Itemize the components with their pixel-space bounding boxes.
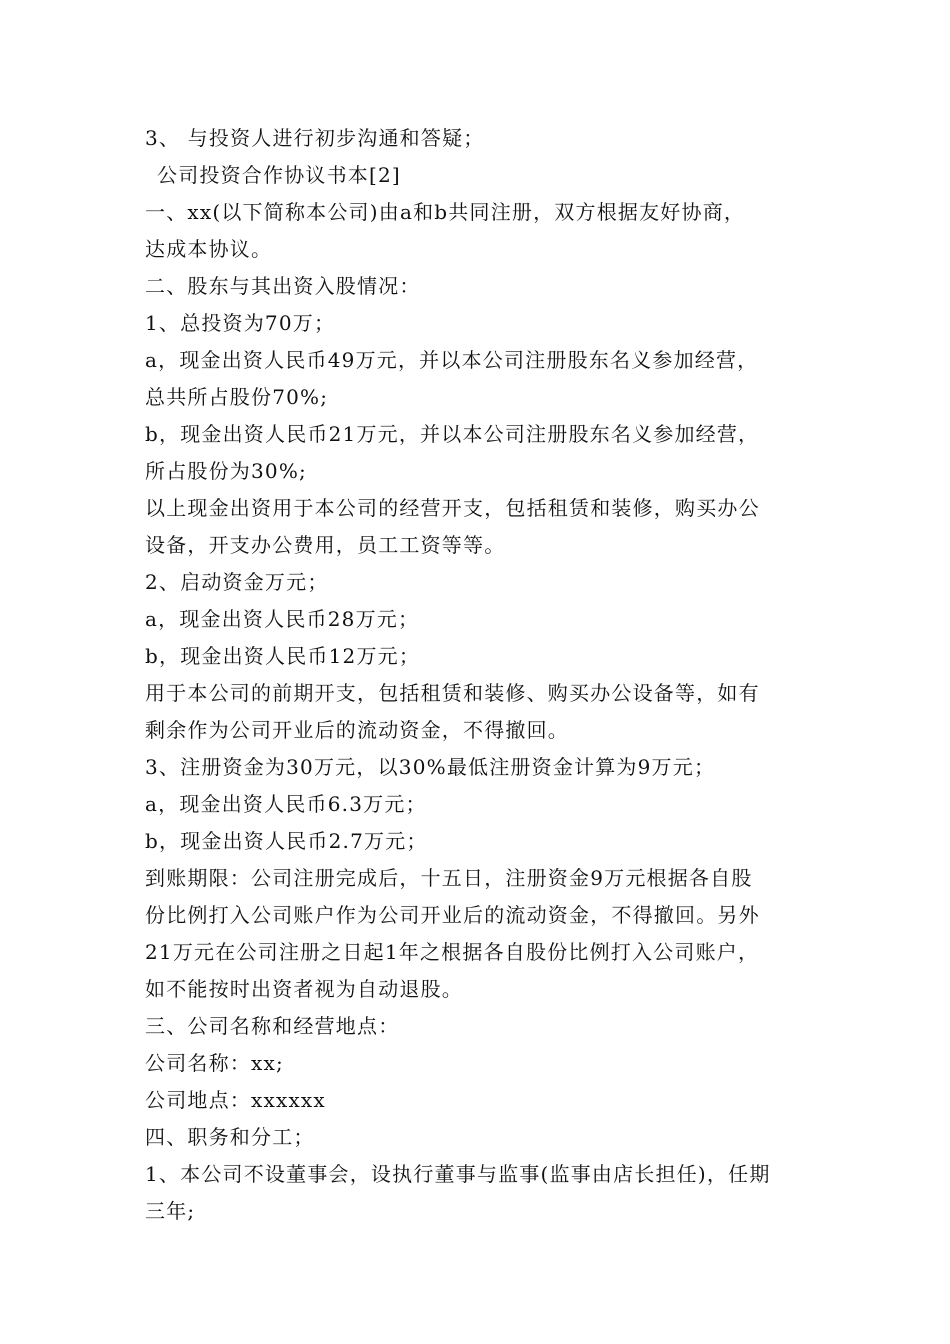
section-heading: 二、股东与其出资入股情况： — [145, 274, 421, 298]
list-item: 2、启动资金万元； — [145, 570, 329, 594]
document-body — [145, 120, 825, 1230]
list-item: 3、注册资金为30万元，以30%最低注册资金计算为9万元； — [145, 755, 716, 779]
section-title: 公司投资合作协议书本[2] — [157, 163, 401, 187]
paragraph-line: 达成本协议。 — [145, 237, 273, 261]
paragraph-line: 剩余作为公司开业后的流动资金，不得撤回。 — [145, 718, 569, 742]
paragraph-line: a，现金出资人民币28万元； — [145, 607, 420, 631]
paragraph-line: 公司地点：xxxxxx — [145, 1088, 326, 1112]
paragraph-line: 到账期限：公司注册完成后，十五日，注册资金9万元根据各自股 — [145, 866, 753, 890]
paragraph-line: a，现金出资人民币6.3万元； — [145, 792, 427, 816]
section-heading: 四、职务和分工； — [145, 1125, 315, 1149]
list-item: 1、本公司不设董事会，设执行董事与监事(监事由店长担任)，任期 — [145, 1162, 771, 1186]
paragraph-line: 21万元在公司注册之日起1年之根据各自股份比例打入公司账户， — [145, 940, 760, 964]
paragraph-line: 一、xx(以下简称本公司)由a和b共同注册，双方根据友好协商， — [145, 200, 746, 224]
paragraph-line: 以上现金出资用于本公司的经营开支，包括租赁和装修，购买办公 — [145, 496, 760, 520]
paragraph-line: a，现金出资人民币49万元，并以本公司注册股东名义参加经营， — [145, 348, 759, 372]
paragraph-line: 公司名称：xx; — [145, 1051, 284, 1075]
paragraph-line: b，现金出资人民币12万元； — [145, 644, 421, 668]
paragraph-line: b，现金出资人民币21万元，并以本公司注册股东名义参加经营， — [145, 422, 760, 446]
paragraph-line: 设备，开支办公费用，员工工资等等。 — [145, 533, 506, 557]
list-item: 1、总投资为70万； — [145, 311, 336, 335]
paragraph-line: 用于本公司的前期开支，包括租赁和装修、购买办公设备等，如有 — [145, 681, 760, 705]
list-item: 3、 与投资人进行初步沟通和答疑； — [145, 126, 485, 150]
paragraph-line: 如不能按时出资者视为自动退股。 — [145, 977, 463, 1001]
paragraph-line: b，现金出资人民币2.7万元； — [145, 829, 428, 853]
paragraph-line: 份比例打入公司账户作为公司开业后的流动资金，不得撤回。另外 — [145, 903, 760, 927]
paragraph-line: 三年; — [145, 1199, 196, 1223]
paragraph-line: 所占股份为30%; — [145, 459, 307, 483]
section-heading: 三、公司名称和经营地点： — [145, 1014, 400, 1038]
paragraph-line: 总共所占股份70%; — [145, 385, 329, 409]
